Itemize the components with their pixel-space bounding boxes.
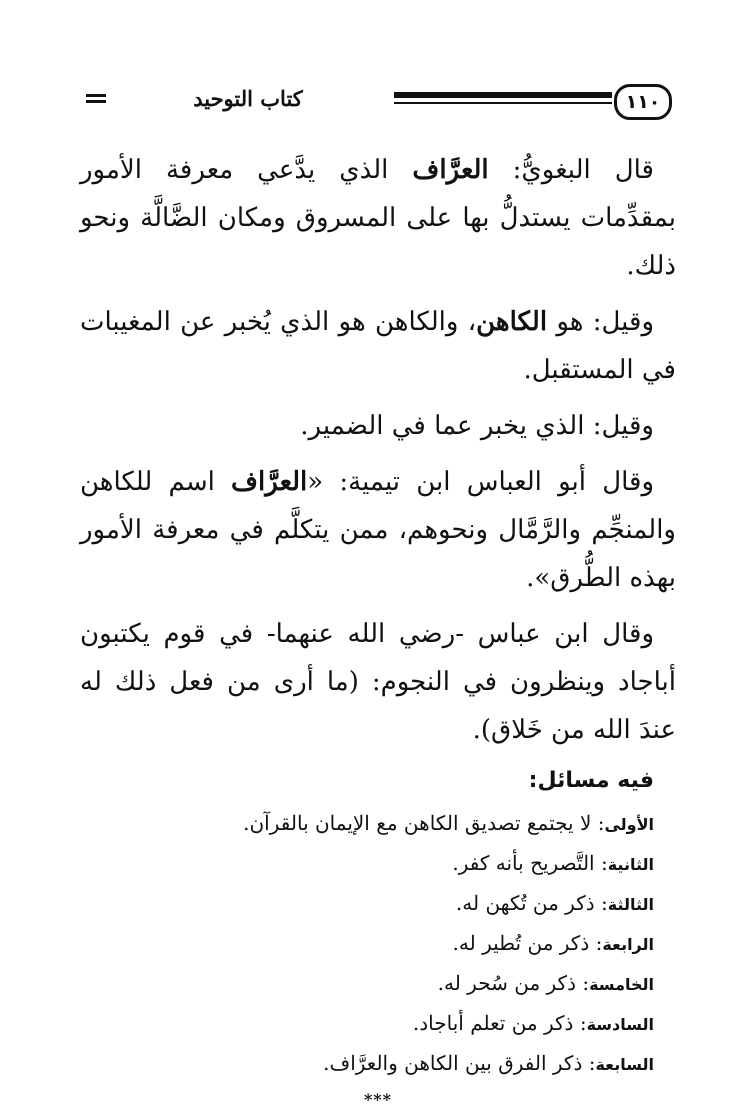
issue-item: الثالثة: ذكر من تُكهن له. <box>455 891 654 915</box>
term-arraf: العرَّاف <box>412 155 489 185</box>
issue-item: الثانية: التَّصريح بأنه كفر. <box>452 851 654 875</box>
page-number-badge <box>614 84 672 120</box>
paragraph-damir: وقيل: الذي يخبر عما في الضمير. <box>300 411 654 441</box>
issue-item: السابعة: ذكر الفرق بين الكاهن والعرَّاف. <box>323 1051 654 1075</box>
paragraph-ibn-abbas: وقال ابن عباس -رضي الله عنهما- في قوم يكتبون أباجاد وينظرون في النجوم: (ما أرى من فعل ذلك له عندَ الله من خَلاق). <box>80 619 676 745</box>
term-kahin: الكاهن <box>476 307 548 337</box>
term-arraf-2: العرَّاف <box>231 467 308 497</box>
running-header <box>86 82 676 122</box>
issue-item: الأولى: لا يجتمع تصديق الكاهن مع الإيمان بالقرآن. <box>243 811 654 835</box>
book-title: كتاب التوحيد <box>193 86 303 111</box>
page-number: ١١٠ <box>625 91 661 113</box>
issues-heading: فيه مسائل: <box>528 768 654 793</box>
paragraph-baghawi: قال البغويُّ: العرَّاف الذي يدَّعي معرفة الأمور بمقدِّمات يستدلُّ بها على المسروق ومكان الضَّالَّة ونحو ذلك. <box>80 155 676 281</box>
header-rule-left <box>86 94 106 106</box>
header-rule-right <box>394 92 612 108</box>
issue-item: الرابعة: ذكر من تُطير له. <box>452 931 654 955</box>
page-body <box>80 146 676 1109</box>
paragraph-kahin: وقيل: هو الكاهن، والكاهن هو الذي يُخبر عن المغيبات في المستقبل. <box>80 307 676 385</box>
section-end-stars: *** <box>363 1090 393 1109</box>
paragraph-ibn-taymiyya: وقال أبو العباس ابن تيمية: «العرَّاف اسم للكاهن والمنجِّم والرَّمَّال ونحوهم، ممن يتكلَّم في معرفة الأمور بهذه الطُّرق». <box>80 467 676 593</box>
issue-item: الخامسة: ذكر من سُحر له. <box>437 971 654 995</box>
issue-item: السادسة: ذكر من تعلم أباجاد. <box>412 1011 654 1035</box>
